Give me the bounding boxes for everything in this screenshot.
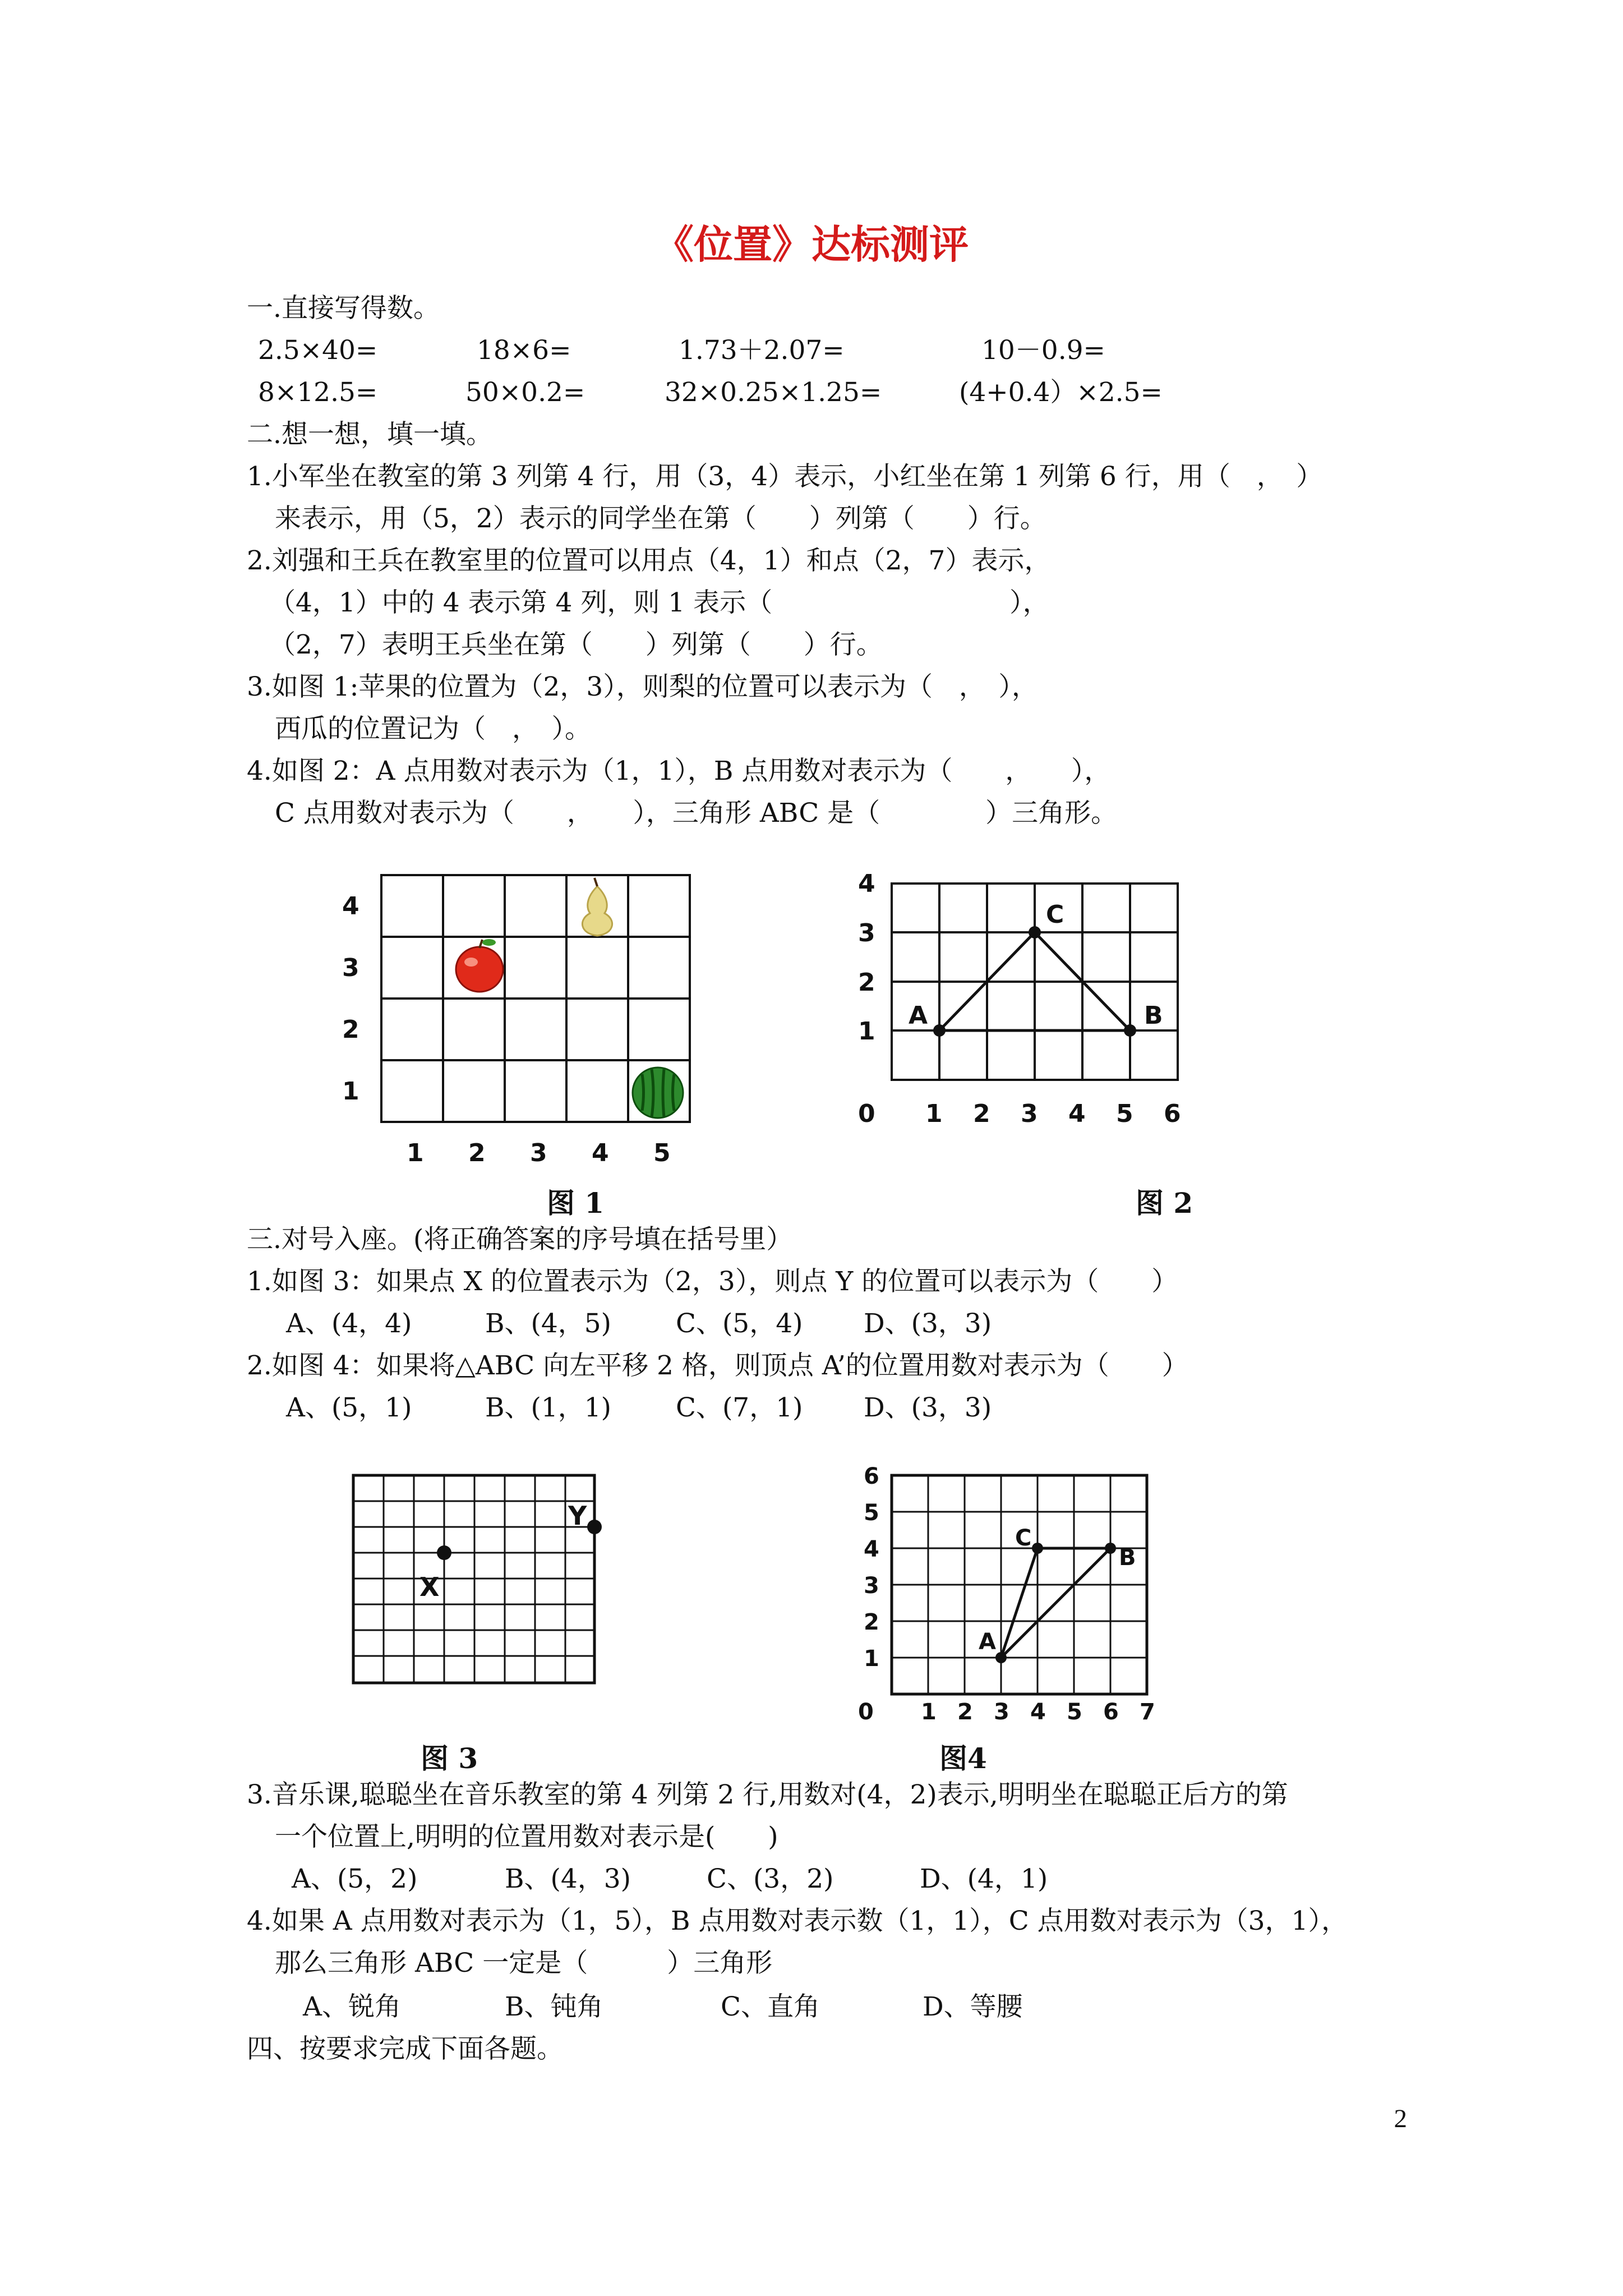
x-tick-label: 1 <box>407 1139 424 1167</box>
figure-1-grid <box>331 864 712 1167</box>
x-tick-label: 5 <box>1067 1699 1082 1725</box>
page-number: 2 <box>1394 2104 1407 2133</box>
x-tick-label: 4 <box>1030 1699 1046 1725</box>
y-tick-label: 3 <box>342 954 359 982</box>
y-tick-label: 2 <box>342 1015 359 1044</box>
calc-item: 18×6= <box>477 335 571 366</box>
figure-caption: 图4 <box>939 1742 987 1775</box>
question-text: 2.如图 4：如果将△ABC 向左平移 2 格，则顶点 A’的位置用数对表示为（ ） <box>247 1350 1188 1381</box>
option: D、(3，3) <box>864 1392 992 1423</box>
calc-item: 32×0.25×1.25= <box>665 377 882 408</box>
x-tick-label: 5 <box>653 1139 671 1167</box>
x-tick-label: 1 <box>925 1099 943 1128</box>
question-text: 3.如图 1:苹果的位置为（2，3），则梨的位置可以表示为（ ， ）， <box>247 671 1038 702</box>
calc-item: 10－0.9= <box>981 335 1105 366</box>
y-tick-label: 2 <box>858 968 875 997</box>
apple-icon <box>456 939 503 992</box>
point-label: C <box>1015 1525 1032 1551</box>
figure-2-grid <box>841 864 1200 1133</box>
y-tick-label: 5 <box>864 1500 879 1526</box>
calc-item: 50×0.2= <box>465 377 585 408</box>
question-text: 那么三角形 ABC 一定是（ ）三角形 <box>275 1948 773 1978</box>
x-tick-label: 4 <box>592 1139 609 1167</box>
y-tick-label: 6 <box>864 1464 879 1489</box>
question-text: 2.刘强和王兵在教室里的位置可以用点（4，1）和点（2，7）表示， <box>247 545 1051 576</box>
section2-heading: 二.想一想，填一填。 <box>247 419 492 450</box>
question-text: 1.小军坐在教室的第 3 列第 4 行，用（3，4）表示，小红坐在第 1 列第 6 行，用（ ， ） <box>247 461 1323 492</box>
figure-4-grid <box>852 1464 1211 1728</box>
calc-item: 8×12.5= <box>258 377 378 408</box>
y-tick-label: 4 <box>864 1536 879 1562</box>
figure-3-grid <box>348 1470 611 1705</box>
section4-heading: 四、按要求完成下面各题。 <box>247 2033 563 2064</box>
x-tick-label: 4 <box>1068 1099 1086 1128</box>
option: A、(5，2) <box>292 1864 418 1894</box>
x-tick-label: 1 <box>921 1699 937 1725</box>
option: A、(4，4) <box>286 1308 412 1339</box>
y-tick-label: 3 <box>864 1573 879 1599</box>
x-tick-label: 3 <box>994 1699 1009 1725</box>
x-tick-label: 5 <box>1116 1099 1133 1128</box>
figure-caption: 图 3 <box>421 1742 478 1775</box>
point-label: B <box>1119 1545 1136 1571</box>
question-text: 西瓜的位置记为（ ， ）。 <box>275 714 591 744</box>
option: A、锐角 <box>303 1991 401 2022</box>
question-text: 1.如图 3：如果点 X 的位置表示为（2，3），则点 Y 的位置可以表示为（ ） <box>247 1266 1178 1297</box>
option: D、等腰 <box>923 1991 1023 2022</box>
section3-heading: 三.对号入座。(将正确答案的序号填在括号里） <box>247 1224 793 1255</box>
question-text: 4.如果 A 点用数对表示为（1，5），B 点用数对表示数（1，1），C 点用数对表示为（3，1）， <box>247 1906 1348 1936</box>
question-text: （2，7）表明王兵坐在第（ ）列第（ ）行。 <box>269 629 883 660</box>
page-title: 《位置》达标测评 <box>654 221 969 268</box>
figure-caption: 图 2 <box>1136 1186 1193 1220</box>
question-text: 4.如图 2：A 点用数对表示为（1，1），B 点用数对表示为（ ， ）， <box>247 756 1111 786</box>
option: B、(4，3) <box>505 1864 631 1894</box>
pear-icon <box>582 878 612 936</box>
x-tick-label: 2 <box>973 1099 990 1128</box>
option: B、钝角 <box>505 1991 603 2022</box>
option: A、(5，1) <box>286 1392 412 1423</box>
point-label: C <box>1046 900 1064 929</box>
question-text: 来表示，用（5，2）表示的同学坐在第（ ）列第（ ）行。 <box>275 503 1046 534</box>
x-tick-label: 6 <box>1164 1099 1181 1128</box>
option: C、直角 <box>721 1991 820 2022</box>
y-tick-label: 1 <box>858 1017 875 1046</box>
x-tick-label: 2 <box>468 1139 486 1167</box>
y-tick-label: 1 <box>342 1077 359 1106</box>
option: D、(3，3) <box>864 1308 992 1339</box>
y-tick-label: 4 <box>342 892 359 921</box>
option: C、(3，2) <box>707 1864 834 1894</box>
question-text: 3.音乐课,聪聪坐在音乐教室的第 4 列第 2 行,用数对(4，2)表示,明明坐在聪聪正后方的第 <box>247 1779 1288 1810</box>
option: B、(4，5) <box>485 1308 612 1339</box>
question-text: C 点用数对表示为（ ， ），三角形 ABC 是（ ）三角形。 <box>275 798 1118 829</box>
x-tick-label: 3 <box>530 1139 547 1167</box>
option: C、(5，4) <box>676 1308 803 1339</box>
x-tick-label: 0 <box>858 1099 875 1128</box>
option: C、(7，1) <box>676 1392 803 1423</box>
x-tick-label: 7 <box>1140 1699 1155 1725</box>
figure-caption: 图 1 <box>547 1186 605 1220</box>
point-label: A <box>979 1629 996 1655</box>
question-text: （4，1）中的 4 表示第 4 列，则 1 表示（ ）， <box>269 587 1049 618</box>
point-label: X <box>419 1572 440 1602</box>
x-tick-label: 0 <box>858 1699 874 1725</box>
question-text: 一个位置上,明明的位置用数对表示是( ) <box>275 1821 778 1852</box>
x-tick-label: 2 <box>957 1699 973 1725</box>
calc-item: (4+0.4）×2.5= <box>959 377 1163 408</box>
section1-heading: 一.直接写得数。 <box>247 293 440 324</box>
x-tick-label: 6 <box>1103 1699 1119 1725</box>
option: B、(1，1) <box>485 1392 612 1423</box>
x-tick-label: 3 <box>1021 1099 1038 1128</box>
point-label: Y <box>568 1501 587 1531</box>
calc-item: 2.5×40= <box>258 335 378 366</box>
watermelon-icon <box>633 1068 683 1118</box>
calc-item: 1.73＋2.07= <box>679 335 845 366</box>
option: D、(4，1) <box>920 1864 1048 1894</box>
y-tick-label: 1 <box>864 1646 879 1672</box>
y-tick-label: 3 <box>858 919 875 947</box>
y-tick-label: 4 <box>858 869 875 898</box>
point-label: A <box>909 1001 928 1030</box>
y-tick-label: 2 <box>864 1609 879 1635</box>
point-label: B <box>1144 1001 1163 1030</box>
